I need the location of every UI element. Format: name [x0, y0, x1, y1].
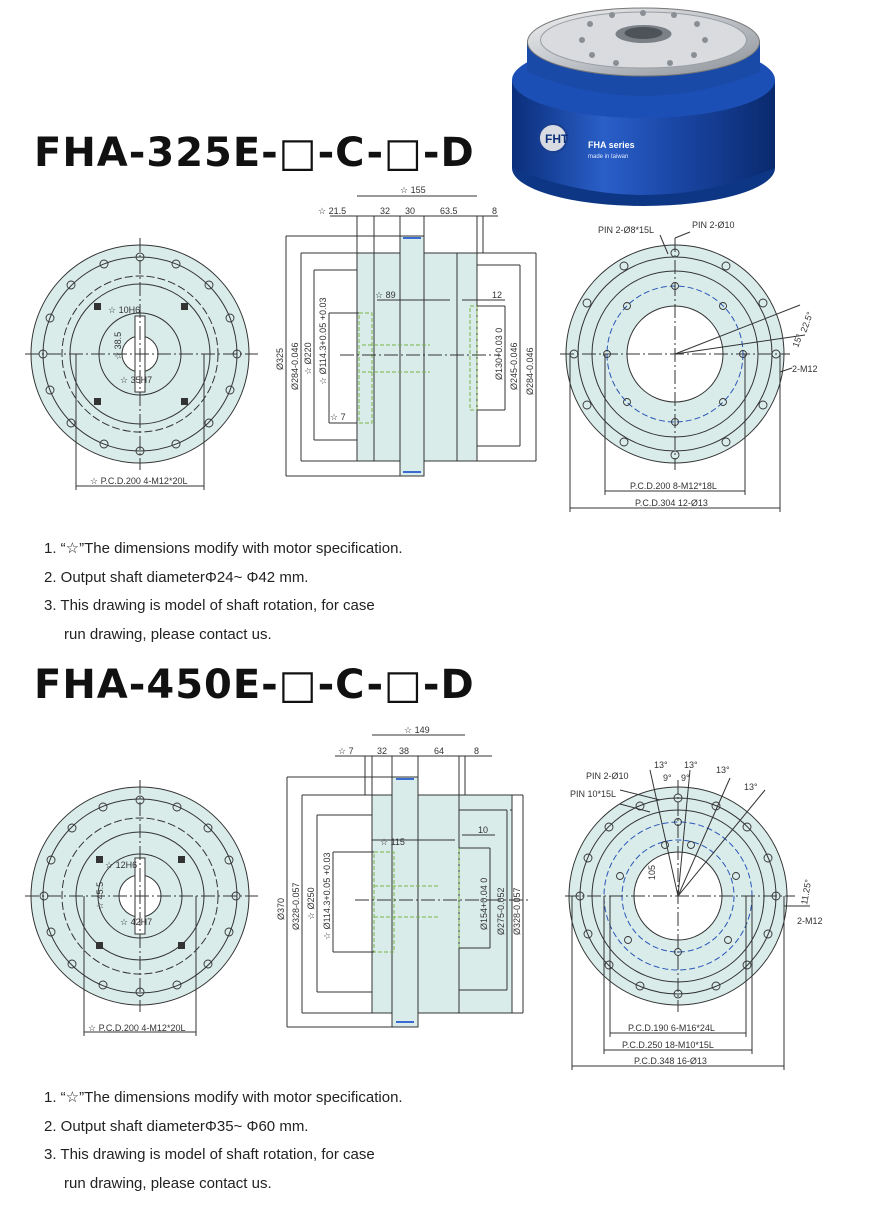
rear-angle-450-4: 9° [663, 773, 672, 783]
note-item: 2. Output shaft diameterΦ24~ Φ42 mm. [44, 568, 309, 586]
dim-seg-450-0: ☆ 7 [338, 746, 354, 756]
dim-bore-325: ☆ 35H7 [120, 375, 153, 385]
dim-seg-325-0: ☆ 21.5 [318, 206, 347, 216]
dim-pcd-front-450: ☆ P.C.D.200 4-M12*20L [88, 1023, 186, 1033]
rear-pcd3-450: P.C.D.348 16-Ø13 [634, 1056, 707, 1066]
rear-angle-450-0: 13° [654, 760, 668, 770]
dim-seg-325-3: 63.5 [440, 206, 458, 216]
photo-logo: FHT [545, 132, 569, 146]
note-item: run drawing, please contact us. [64, 625, 272, 643]
dim-overall-325: ☆ 155 [400, 185, 426, 195]
note-item: 1. “☆”The dimensions modify with motor specification. [44, 540, 403, 557]
rear-angle-450-1: 13° [684, 760, 698, 770]
rear-radius-450: 105 [647, 864, 657, 880]
product-photo [512, 8, 775, 206]
dim-seg-450-1: 32 [377, 746, 388, 756]
rear-thread-450: 2-M12 [797, 916, 823, 926]
dim-right-325-2: Ø284-0.046 [525, 347, 535, 395]
rear-view-325 [560, 232, 805, 512]
dim-inner-325: ☆ 89 [375, 290, 396, 300]
front-view-450 [25, 780, 258, 1036]
dim-right-450-1: Ø275-0.052 [496, 887, 506, 935]
rear-pin1-325: PIN 2-Ø8*15L [598, 225, 655, 235]
dim-seg-450-2: 38 [399, 746, 410, 756]
dim-left-450-3: ☆ Ø114.3+0.05 +0.03 [322, 852, 332, 940]
dim-left-325-0: Ø325 [275, 347, 285, 370]
rear-thread-325: 2-M12 [792, 364, 818, 374]
dim-left-450-1: Ø328-0.057 [291, 882, 301, 930]
rear-angle-450-2: 13° [716, 765, 730, 775]
note-item: 1. “☆”The dimensions modify with motor specification. [44, 1089, 403, 1106]
rear-angle-450-5: 9° [681, 773, 690, 783]
dim-left-450-0: Ø370 [276, 897, 286, 920]
rear-pcd1-325: P.C.D.200 8-M12*18L [630, 481, 717, 491]
dim-shaft-325: ☆ 38.5 [113, 331, 123, 360]
rear-pcd1-450: P.C.D.190 6-M16*24L [628, 1023, 715, 1033]
rear-pcd2-325: P.C.D.304 12-Ø13 [635, 498, 708, 508]
dim-key-325: ☆ 10H6 [108, 305, 141, 315]
dim-seg-325-2: 30 [405, 206, 416, 216]
dim-left-325-3: ☆ Ø114.3+0.05 +0.03 [318, 297, 328, 385]
note-item: 2. Output shaft diameterΦ35~ Φ60 mm. [44, 1117, 309, 1135]
dim-right-offset-325: 12 [492, 290, 503, 300]
photo-made-in: made in taiwan [588, 154, 629, 160]
dim-seg-325-1: 32 [380, 206, 391, 216]
dim-left-325-1: Ø284-0.046 [290, 342, 300, 390]
dim-left-450-2: ☆ Ø250 [306, 887, 316, 920]
note-item: 3. This drawing is model of shaft rotation, for case [44, 1146, 375, 1163]
dim-seg-325-4: 8 [492, 206, 498, 216]
model-title-450: FHA-450E-□-C-□-D [34, 662, 475, 708]
rear-angle-side-450: 11.25° [799, 878, 814, 906]
dim-pcd-front-325: ☆ P.C.D.200 4-M12*20L [90, 476, 188, 486]
dim-bottom-325: ☆ 7 [330, 412, 346, 422]
dim-right-325-1: Ø245-0.046 [509, 342, 519, 390]
dim-seg-450-4: 8 [474, 746, 480, 756]
note-item: 3. This drawing is model of shaft rotation, for case [44, 597, 375, 614]
dim-right-450-0: Ø154+0.04 0 [479, 877, 489, 930]
rear-pin2-325: PIN 2-Ø10 [692, 220, 735, 230]
dim-bore-450: ☆ 42H7 [120, 917, 153, 927]
dim-right-325-0: Ø130+0.03 0 [494, 327, 504, 380]
dim-shaft-450: ☆ 45.5 [95, 881, 105, 910]
dim-left-325-2: ☆ Ø220 [303, 342, 313, 375]
rear-angle-450-3: 13° [744, 782, 758, 792]
front-view-325 [25, 238, 258, 490]
rear-angle2-325: 15° [790, 332, 805, 349]
note-item: run drawing, please contact us. [64, 1174, 272, 1192]
rear-pin1-450: PIN 2-Ø10 [586, 771, 629, 781]
model-title-325: FHA-325E-□-C-□-D [34, 130, 475, 176]
rear-angle1-325: 22.5° [798, 310, 816, 334]
rear-pin2-450: PIN 10*15L [570, 789, 617, 799]
dim-key-450: ☆ 12H6 [105, 860, 138, 870]
dim-right-450-2: Ø328-0.057 [512, 887, 522, 935]
dim-right-offset-450: 10 [478, 825, 489, 835]
dim-seg-450-3: 64 [434, 746, 445, 756]
rear-pcd2-450: P.C.D.250 18-M10*15L [622, 1040, 714, 1050]
dim-overall-450: ☆ 149 [404, 725, 430, 735]
photo-series-label: FHA series [588, 140, 635, 150]
dim-inner-450: ☆ 115 [380, 837, 405, 847]
